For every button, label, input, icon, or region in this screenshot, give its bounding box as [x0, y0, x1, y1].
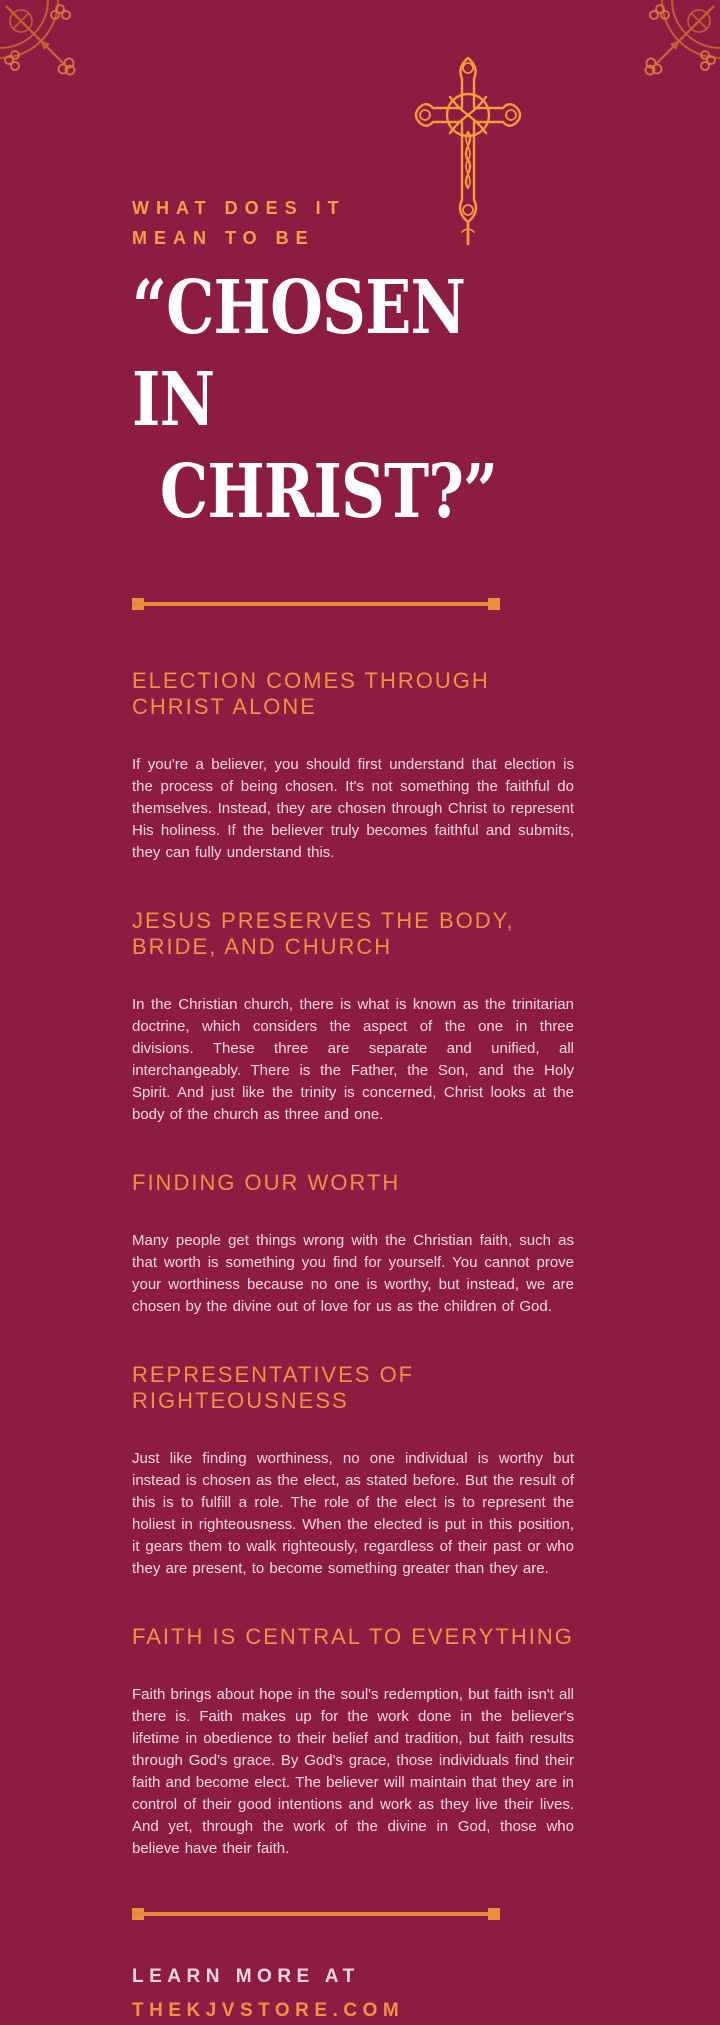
page-title: [132, 262, 498, 538]
section-election: [132, 668, 574, 864]
section-jesus-preserves: [132, 908, 574, 1126]
section-representatives: [132, 1362, 574, 1580]
filigree-corner-icon: [0, 0, 82, 82]
title-line-1: “CHOSEN IN: [132, 265, 466, 443]
filigree-corner-icon: [638, 0, 720, 82]
section-finding-worth: [132, 1170, 574, 1318]
section-heading: FAITH IS CENTRAL TO EVERYTHING: [132, 1624, 574, 1649]
section-body: If you're a believer, you should first understand that election is the process of being chosen. It's not something the faithful do themselves. Instead, they are chosen through Christ to represent His holiness. If the believer truly becomes faithful and submits, they can fully understand this.: [132, 756, 574, 861]
title-line-2: CHRIST?”: [159, 449, 498, 535]
section-body: Just like finding worthiness, no one individual is worthy but instead is chosen as the elect, as stated before. But the result of this is to fulfill a role. The role of the elect is to represent the holiest in righteousness. When the elected is put in this position, it gears them to walk righteously, regardless of their past or who they are present, to become something greater than they are.: [132, 1450, 574, 1577]
eyebrow-line-2: MEAN TO BE: [132, 228, 315, 248]
divider-rule-top: [132, 598, 500, 610]
eyebrow-line-1: WHAT DOES IT: [132, 198, 346, 218]
store-website-link[interactable]: THEKJVSTORE.COM: [132, 2000, 405, 2021]
section-faith-central: [132, 1624, 574, 1860]
section-body: Many people get things wrong with the Christian faith, such as that worth is something you find for yourself. You cannot prove your worthiness because no one is worthy, but instead, we are chosen by the divine out of love for us as the children of God.: [132, 1232, 574, 1315]
learn-more-label: LEARN MORE AT: [132, 1966, 360, 1987]
section-heading: REPRESENTATIVES OF RIGHTEOUSNESS: [132, 1362, 415, 1413]
section-heading: FINDING OUR WORTH: [132, 1170, 401, 1195]
section-heading: JESUS PRESERVES THE BODY, BRIDE, AND CHURCH: [132, 908, 515, 959]
celtic-cross-icon: [405, 52, 531, 252]
divider-rule-bottom: [132, 1908, 500, 1920]
section-body: Faith brings about hope in the soul's redemption, but faith isn't all there is. Faith makes up for the work done in the believer's lifetime in obedience to their belief and tradition, but faith results through God's grace. By God's grace, those individuals find their faith and become elect. The believer will maintain that they are in control of their good intentions and work as they live their lives. And yet, through the work of the divine in God, those who believe have their faith.: [132, 1686, 574, 1857]
section-heading: ELECTION COMES THROUGH CHRIST ALONE: [132, 668, 490, 719]
section-body: In the Christian church, there is what is known as the trinitarian doctrine, which considers the aspect of the one in three divisions. These three are separate and unified, all interchangeably. There is the Father, the Son, and the Holy Spirit. And just like the trinity is concerned, Christ looks at the body of the church as three and one.: [132, 996, 574, 1123]
footer: [132, 1960, 574, 2025]
